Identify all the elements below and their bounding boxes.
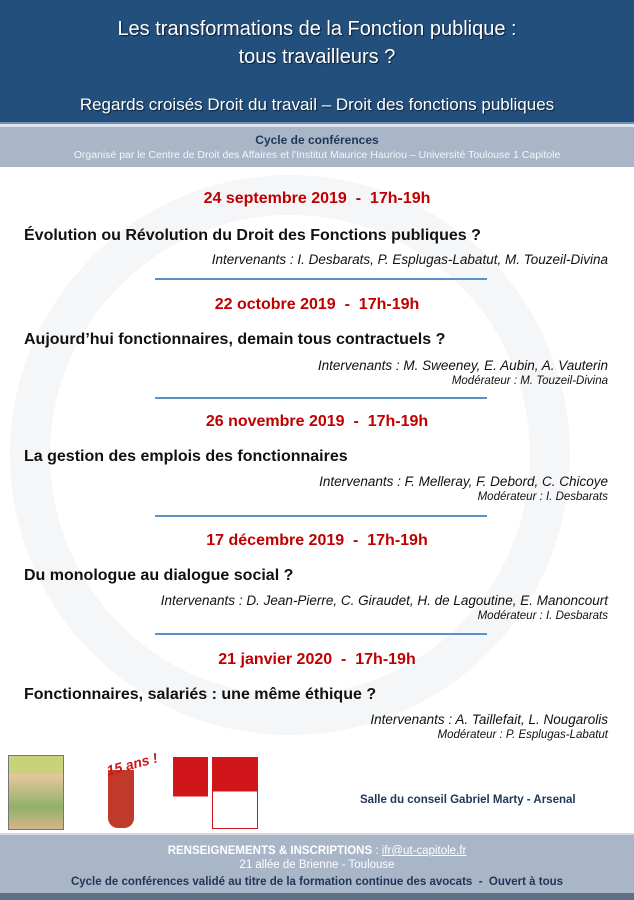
info-separator: : [372, 845, 382, 857]
session-moderator: Modérateur : P. Esplugas-Labatut [437, 729, 608, 741]
session-speakers: Intervenants : F. Melleray, F. Debord, C. Chicoye [319, 474, 608, 489]
organizer-text: Organisé par le Centre de Droit des Affaires et l'Institut Maurice Hauriou – Université Toulouse 1 Capitole [73, 149, 561, 161]
separator-line [155, 515, 487, 517]
subtitle: Regards croisés Droit du travail – Droit des fonctions publiques [79, 95, 555, 114]
session-title: Fonctionnaires, salariés : une même éthique ? [24, 686, 377, 703]
session-speakers: Intervenants : A. Taillefait, L. Nougarolis [370, 712, 608, 727]
title-line-2: tous travailleurs ? [238, 46, 396, 68]
cycle-label: Cycle de conférences [255, 133, 379, 147]
email-link[interactable]: ifr@ut-capitole.fr [381, 845, 467, 857]
separator-line [155, 633, 487, 635]
session-date: 21 janvier 2020 - 17h-19h [218, 651, 416, 668]
session-title: La gestion des emplois des fonctionnaires [24, 448, 348, 465]
session-date: 22 octobre 2019 - 17h-19h [214, 296, 420, 313]
session-title: Aujourd’hui fonctionnaires, demain tous contractuels ? [24, 331, 446, 348]
session-date: 24 septembre 2019 - 17h-19h [203, 190, 431, 207]
note: Cycle de conférences validé au titre de la formation continue des avocats - Ouvert à tous [70, 876, 564, 888]
anniversary-mark: 15 ans ! [104, 749, 160, 779]
session-date: 17 décembre 2019 - 17h-19h [206, 532, 428, 549]
session-speakers: Intervenants : I. Desbarats, P. Esplugas-Labatut, M. Touzeil-Divina [211, 252, 608, 267]
info-label: RENSEIGNEMENTS & INSCRIPTIONS [167, 845, 373, 857]
footer [0, 833, 634, 893]
address: 21 allée de Brienne - Toulouse [239, 859, 395, 871]
session-title: Évolution ou Révolution du Droit des Fonctions publiques ? [24, 227, 481, 244]
session-date: 26 novembre 2019 - 17h-19h [205, 413, 429, 430]
session-moderator: Modérateur : M. Touzeil-Divina [451, 375, 608, 387]
session-title: Du monologue au dialogue social ? [24, 567, 294, 584]
organizer-band [0, 127, 634, 167]
separator-line [155, 397, 487, 399]
header [0, 0, 634, 122]
session-moderator: Modérateur : I. Desbarats [477, 610, 608, 622]
venue: Salle du conseil Gabriel Marty - Arsenal [360, 794, 576, 806]
info-line [0, 845, 634, 857]
session-speakers: Intervenants : D. Jean-Pierre, C. Giraudet, H. de Lagoutine, E. Manoncourt [160, 593, 608, 608]
faculte-droit-logo [212, 757, 258, 829]
bulles-du-droit-logo [8, 755, 64, 830]
u-letter-shape [108, 770, 134, 828]
unite-du-droit-logo [78, 749, 166, 830]
session-moderator: Modérateur : I. Desbarats [477, 491, 608, 503]
separator-line [155, 278, 487, 280]
ifr-logo [173, 757, 208, 829]
bottom-bar [0, 893, 634, 900]
session-speakers: Intervenants : M. Sweeney, E. Aubin, A. Vauterin [317, 358, 608, 373]
title-line-1: Les transformations de la Fonction publique : [117, 18, 517, 40]
